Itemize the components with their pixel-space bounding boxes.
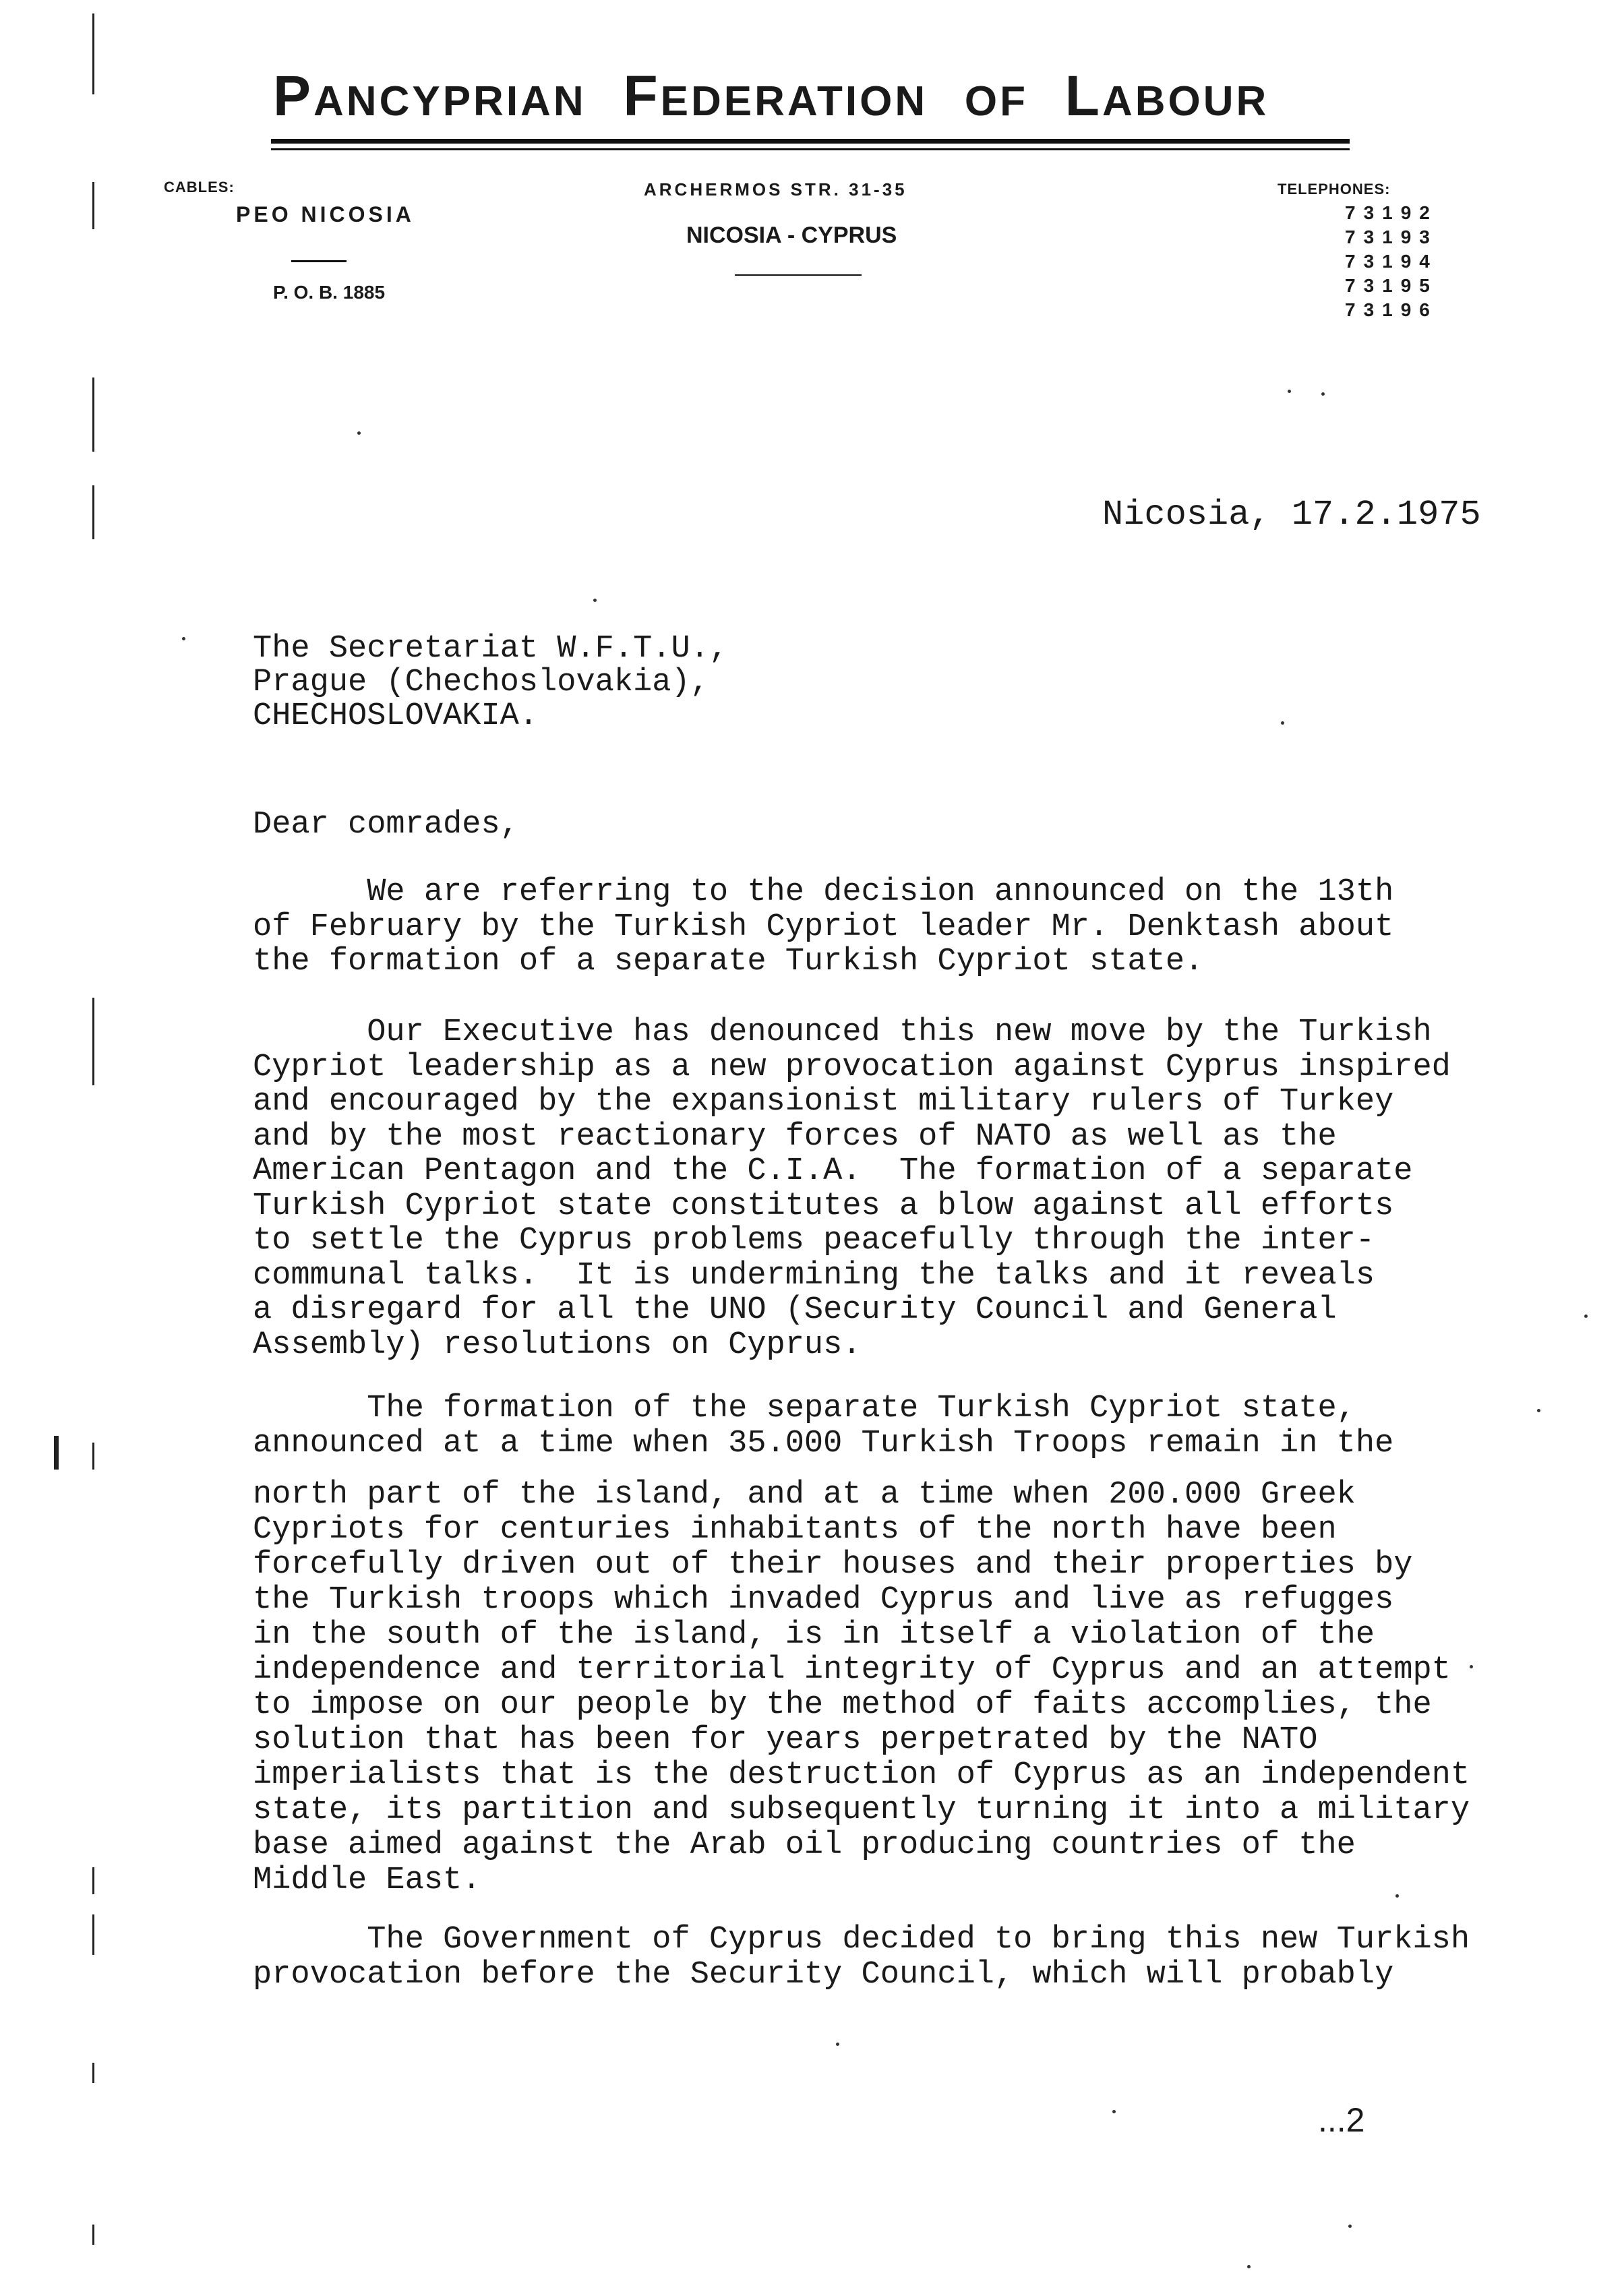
margin-line <box>92 1443 94 1470</box>
paragraph-1 <box>253 875 1588 979</box>
text-line: and encouraged by the expansionist military rulers of Turkey <box>253 1084 1394 1120</box>
paragraph-4 <box>253 1923 1588 1992</box>
salutation-text: Dear comrades, <box>253 807 519 843</box>
text-line: We are referring to the decision announced on the 13th <box>253 874 1394 910</box>
text-line: the Turkish troops which invaded Cyprus and live as refugges <box>253 1582 1394 1618</box>
recipient-line: The Secretariat W.F.T.U., <box>253 631 729 667</box>
margin-line <box>92 1867 94 1894</box>
recipient-address <box>253 632 1588 733</box>
text-line: to impose on our people by the method of faits accomplies, the <box>253 1687 1432 1723</box>
text-line: to settle the Cyprus problems peacefully through the inter- <box>253 1223 1375 1259</box>
text-line: announced at a time when 35.000 Turkish Troops remain in the <box>253 1425 1394 1461</box>
text-line: Middle East. <box>253 1863 481 1898</box>
po-box: P. O. B. 1885 <box>273 282 386 303</box>
telephone-number: 73192 <box>1345 202 1438 223</box>
paragraph-2 <box>253 1015 1588 1362</box>
scan-speck <box>357 431 361 435</box>
letter-date: Nicosia, 17.2.1975 <box>1102 495 1481 535</box>
text-line: provocation before the Security Council, which will probably <box>253 1956 1394 1993</box>
scan-speck <box>1348 2225 1352 2228</box>
letterhead-title: PANCYPRIAN FEDERATION OF LABOUR <box>273 64 1269 127</box>
scan-speck <box>1395 1894 1399 1898</box>
cables-value: PEO NICOSIA <box>236 202 415 226</box>
margin-line <box>92 998 94 1085</box>
address-city: NICOSIA - CYPRUS <box>686 222 897 248</box>
margin-line <box>92 485 94 539</box>
text-line: and by the most reactionary forces of NATO as well as the <box>253 1118 1337 1155</box>
margin-line <box>54 1436 59 1470</box>
text-line: the formation of a separate Turkish Cypriot state. <box>253 944 1204 979</box>
telephone-list <box>1345 201 1438 322</box>
divider <box>291 260 347 262</box>
margin-line <box>92 182 94 229</box>
text-line: communal talks. It is undermining the talks and it reveals <box>253 1257 1375 1294</box>
text-line: in the south of the island, is in itself a violation of the <box>253 1617 1375 1653</box>
text-line: Turkish Cypriot state constitutes a blow against all efforts <box>253 1188 1394 1224</box>
text-line: independence and territorial integrity of Cyprus and an attempt <box>253 1652 1451 1688</box>
text-line: of February by the Turkish Cypriot leader Mr. Denktash about <box>253 909 1394 945</box>
paragraph-3 <box>253 1391 1588 1461</box>
text-line: Cypriots for centuries inhabitants of the north have been <box>253 1512 1337 1548</box>
recipient-line: Prague (Chechoslovakia), <box>253 665 709 700</box>
scan-speck <box>1584 1315 1588 1318</box>
address-street: ARCHERMOS STR. 31-35 <box>644 179 907 200</box>
scan-speck <box>1247 2265 1251 2268</box>
text-line: The Government of Cyprus decided to bring this new Turkish <box>253 1922 1470 1958</box>
letterhead-rule <box>271 148 1350 150</box>
telephone-number: 73195 <box>1345 275 1438 296</box>
text-line: base aimed against the Arab oil producing countries of the <box>253 1827 1356 1863</box>
margin-line <box>92 1914 94 1955</box>
text-line: Cypriot leadership as a new provocation against Cyprus inspired <box>253 1049 1451 1085</box>
text-line: a disregard for all the UNO (Security Council and General <box>253 1292 1337 1328</box>
text-line: state, its partition and subsequently turning it into a military <box>253 1792 1470 1828</box>
page-continuation: ...2 <box>1318 2101 1365 2139</box>
text-line: solution that has been for years perpetrated by the NATO <box>253 1722 1318 1758</box>
paragraph-3-continued <box>253 1478 1588 1898</box>
scan-speck <box>1321 392 1325 396</box>
text-line: Our Executive has denounced this new move by the Turkish <box>253 1015 1432 1050</box>
text-line: imperialists that is the destruction of Cyprus as an independent <box>253 1757 1470 1793</box>
divider <box>735 274 862 276</box>
text-line: The formation of the separate Turkish Cypriot state, <box>253 1391 1356 1426</box>
margin-line <box>92 377 94 452</box>
margin-line <box>92 13 94 94</box>
scan-speck <box>1537 1409 1540 1412</box>
scan-speck <box>836 2043 839 2046</box>
scan-speck <box>1288 390 1291 393</box>
scan-speck <box>1470 1665 1473 1668</box>
telephone-number: 73196 <box>1345 299 1438 320</box>
text-line: north part of the island, and at a time when 200.000 Greek <box>253 1477 1356 1513</box>
salutation <box>253 808 1588 843</box>
letterhead-rule <box>271 139 1350 144</box>
recipient-line: CHECHOSLOVAKIA. <box>253 698 539 734</box>
text-line: American Pentagon and the C.I.A. The formation of a separate <box>253 1153 1413 1189</box>
telephone-number: 73193 <box>1345 226 1438 247</box>
scan-speck <box>1281 721 1284 725</box>
scan-speck <box>1112 2110 1116 2113</box>
margin-line <box>92 2225 94 2245</box>
telephones-label: TELEPHONES: <box>1278 181 1391 198</box>
margin-line <box>92 2063 94 2083</box>
cables-label: CABLES: <box>164 179 235 195</box>
text-line: forcefully driven out of their houses and their properties by <box>253 1547 1413 1583</box>
scan-speck <box>593 599 597 602</box>
telephone-number: 73194 <box>1345 251 1438 272</box>
text-line: Assembly) resolutions on Cyprus. <box>253 1327 862 1363</box>
scan-speck <box>182 637 185 640</box>
